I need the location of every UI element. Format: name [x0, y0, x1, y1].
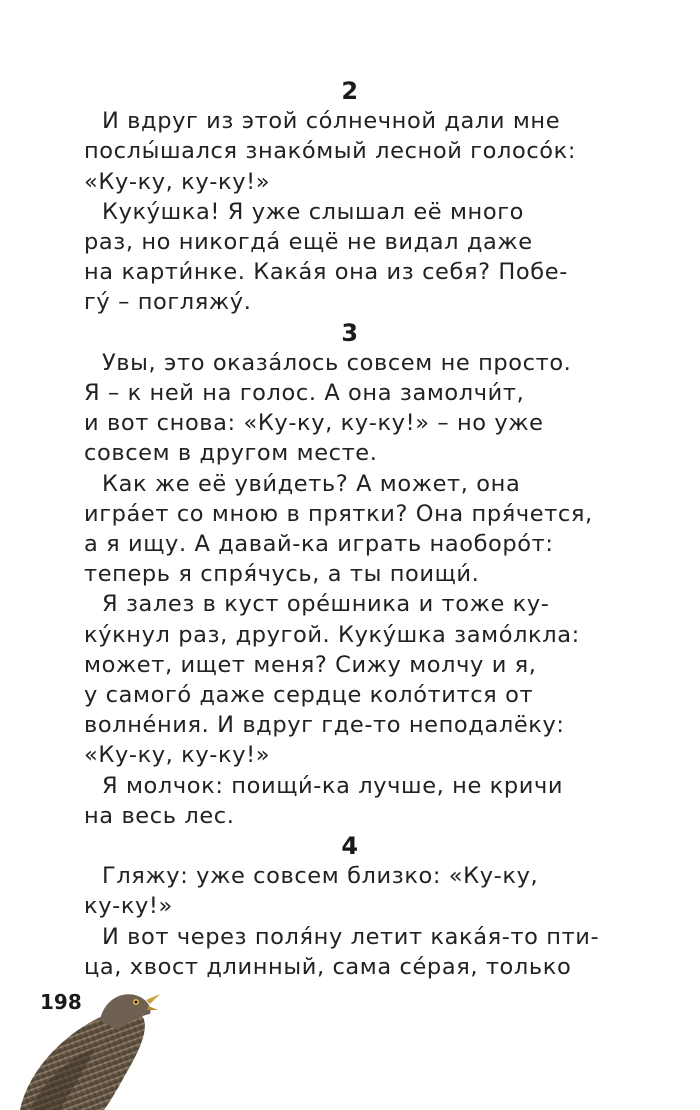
cuckoo-bird-icon	[0, 970, 200, 1110]
story-text	[84, 76, 616, 982]
paragraph: Куку́шка! Я уже слышал её много раз, но никогда́ ещё не видал даже на карти́нке. Кака́я она из себя? Побе- гу́ – погляжу́.	[84, 198, 568, 316]
page-number: 198	[40, 990, 82, 1014]
paragraph: И вдруг из этой со́лнечной дали мне послы́шался знако́мый лесной голосо́к: «Ку-ку, ку-ку!»	[84, 108, 577, 195]
section-number-3: 3	[341, 318, 359, 347]
paragraph: Как же её уви́деть? А может, она игра́ет со мною в прятки? Она пря́чется, а я ищу. А давай-ка играть наоборо́т: теперь я спря́чусь, а ты поищи́.	[84, 470, 593, 588]
paragraph: Увы, это оказа́лось совсем не просто. Я – к ней на голос. А она замолчи́т, и вот снова: «Ку-ку, ку-ку!» – но уже совсем в другом месте.	[84, 349, 572, 467]
paragraph: Я молчок: поищи́-ка лучше, не кричи на весь лес.	[84, 772, 564, 829]
section-number-2: 2	[341, 77, 359, 105]
paragraph: И вот через поля́ну летит кака́я-то пти- ца, хвост длинный, сама се́рая, только	[84, 923, 600, 980]
paragraph: Я залез в куст оре́шника и тоже ку- ку́кнул раз, другой. Куку́шка замо́лкла: может, ищет меня? Сижу молчу и я, у самого́ даже сердце коло́тится от волне́ния. И вдруг где-то неподалёку: «Ку-ку, ку-ку!»	[84, 591, 580, 769]
section-number-4: 4	[341, 832, 359, 861]
paragraph: Гляжу: уже совсем близко: «Ку-ку, ку-ку!»	[84, 863, 539, 920]
